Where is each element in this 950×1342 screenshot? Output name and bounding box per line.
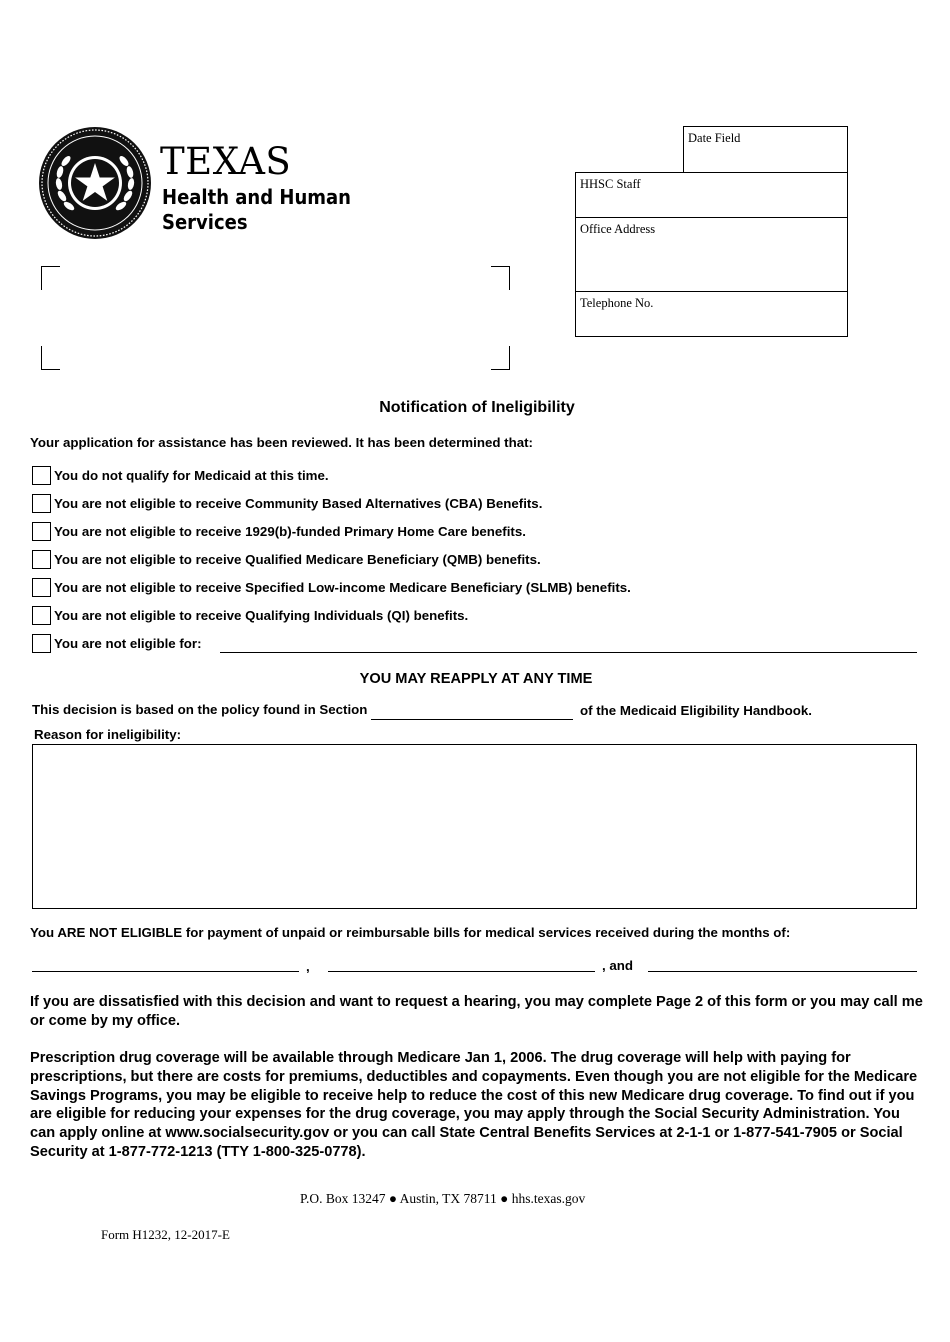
checkbox[interactable] <box>32 522 51 541</box>
option-medicaid[interactable] <box>32 465 329 485</box>
date-field[interactable] <box>683 126 848 173</box>
option-label: You are not eligible to receive Specified Low-income Medicare Beneficiary (SLMB) benefits. <box>54 579 631 595</box>
policy-prefix: This decision is based on the policy found in Section <box>32 702 368 717</box>
intro-text: Your application for assistance has been reviewed. It has been determined that: <box>30 435 533 450</box>
hhsc-staff-label: HHSC Staff <box>580 177 641 191</box>
reason-label: Reason for ineligibility: <box>34 727 182 742</box>
option-label: You are not eligible to receive Qualified Medicare Beneficiary (QMB) benefits. <box>54 551 541 567</box>
logo-line-2: Services <box>162 210 248 234</box>
months-separator-and: , and <box>602 958 634 973</box>
option-qi[interactable] <box>32 605 468 625</box>
option-slmb[interactable] <box>32 577 631 597</box>
checkbox[interactable] <box>32 606 51 625</box>
corner-mark-bottom-left <box>41 346 60 370</box>
not-eligible-payment-text: You ARE NOT ELIGIBLE for payment of unpaid or reimbursable bills for medical services received during the months of: <box>30 925 791 940</box>
policy-section-input[interactable] <box>371 719 573 720</box>
footer-address: P.O. Box 13247 ● Austin, TX 78711 ● hhs.texas.gov <box>300 1191 586 1206</box>
checkbox[interactable] <box>32 634 51 653</box>
reason-textarea[interactable] <box>32 744 917 909</box>
checkbox[interactable] <box>32 494 51 513</box>
hhsc-staff-field[interactable] <box>575 172 848 218</box>
option-label: You are not eligible to receive Qualifying Individuals (QI) benefits. <box>54 607 469 623</box>
prescription-paragraph: Prescription drug coverage will be available through Medicare Jan 1, 2006. The drug coverage will help with paying for prescriptions, but there are costs for premiums, deductibles and copayments. Even though you are not eligible for the Medicare Savings Programs, you may be eligible to receive help to reduce the cost of this new Medicare drug coverage. To find out if you are eligible for reducing your expenses for the drug coverage, you may apply through the Social Security Administration. You can apply online at www.socialsecurity.gov or you can call State Central Benefits Services at 2-1-1 or 1-877-541-7905 or Social Security at 1-877-772-1213 (TTY 1-800-325-0778). <box>30 1050 918 1160</box>
telephone-label: Telephone No. <box>580 296 654 310</box>
option-label: You do not qualify for Medicaid at this time. <box>54 467 329 483</box>
option-primary-home-care[interactable] <box>32 521 526 541</box>
months-separator-comma: , <box>306 959 310 974</box>
logo-line-1: Health and Human <box>162 185 351 209</box>
month-input-3[interactable] <box>648 971 917 972</box>
telephone-field[interactable] <box>575 291 848 337</box>
option-other[interactable] <box>32 633 202 653</box>
option-qmb[interactable] <box>32 549 541 569</box>
checkbox[interactable] <box>32 466 51 485</box>
option-cba[interactable] <box>32 493 542 513</box>
texas-star-seal-icon <box>38 126 152 240</box>
corner-mark-bottom-right <box>491 346 510 370</box>
policy-suffix: of the Medicaid Eligibility Handbook. <box>580 703 812 718</box>
option-label: You are not eligible for: <box>54 635 202 651</box>
month-input-2[interactable] <box>328 971 595 972</box>
month-input-1[interactable] <box>32 971 299 972</box>
hearing-paragraph: If you are dissatisfied with this decision and want to request a hearing, you may complete Page 2 of this form or you may call me or come by my office. <box>30 994 923 1029</box>
checkbox[interactable] <box>32 550 51 569</box>
reapply-notice: YOU MAY REAPPLY AT ANY TIME <box>359 671 593 687</box>
logo-title: TEXAS <box>160 140 292 183</box>
office-address-field[interactable] <box>575 217 848 292</box>
corner-mark-top-right <box>491 266 510 290</box>
option-label: You are not eligible to receive 1929(b)-funded Primary Home Care benefits. <box>54 523 526 539</box>
date-field-label: Date Field <box>688 131 741 145</box>
not-eligible-for-input[interactable] <box>220 652 917 653</box>
corner-mark-top-left <box>41 266 60 290</box>
form-title: Notification of Ineligibility <box>379 399 575 416</box>
checkbox[interactable] <box>32 578 51 597</box>
form-number: Form H1232, 12-2017-E <box>101 1227 230 1242</box>
office-address-label: Office Address <box>580 222 656 236</box>
option-label: You are not eligible to receive Community Based Alternatives (CBA) Benefits. <box>54 495 543 511</box>
